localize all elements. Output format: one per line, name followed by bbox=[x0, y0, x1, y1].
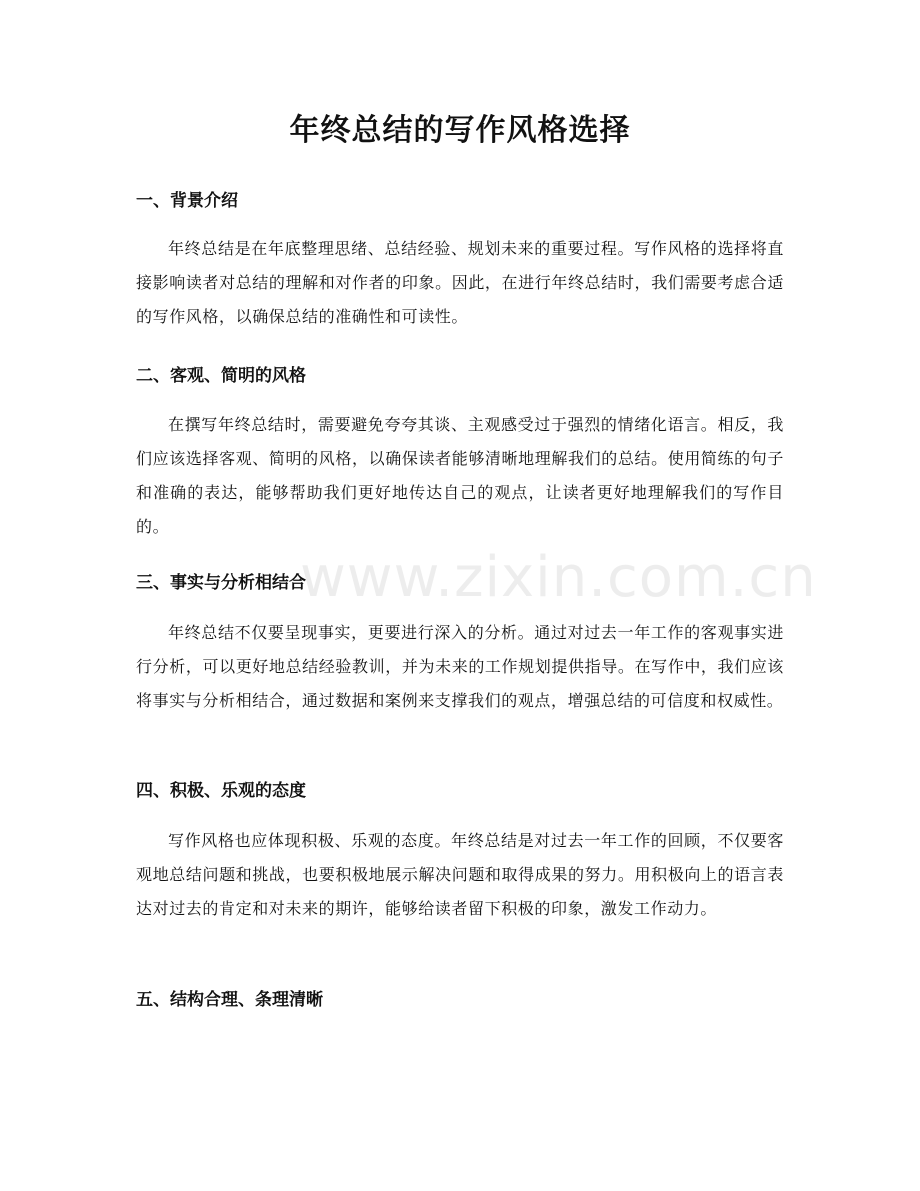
section-heading-positive-attitude: 四、积极、乐观的态度 bbox=[136, 781, 306, 801]
section-paragraph-objective-style: 在撰写年终总结时，需要避免夸夸其谈、主观感受过于强烈的情绪化语言。相反，我们应该选择客观、简明的风格，以确保读者能够清晰地理解我们的总结。使用简练的句子和准确的表达，能够帮助我们更好地传达自己的观点，让读者更好地理解我们的写作目的。 bbox=[136, 415, 784, 536]
section-heading-facts-analysis: 三、事实与分析相结合 bbox=[136, 573, 306, 593]
section-paragraph-facts-analysis: 年终总结不仅要呈现事实，更要进行深入的分析。通过对过去一年工作的客观事实进行分析，可以更好地总结经验教训，并为未来的工作规划提供指导。在写作中，我们应该将事实与分析相结合，通过数据和案例来支撑我们的观点，增强总结的可信度和权威性。 bbox=[136, 623, 784, 710]
document-title: 年终总结的写作风格选择 bbox=[289, 113, 631, 148]
section-paragraph-positive-attitude: 写作风格也应体现积极、乐观的态度。年终总结是对过去一年工作的回顾，不仅要客观地总结问题和挑战，也要积极地展示解决问题和取得成果的努力。用积极向上的语言表达对过去的肯定和对未来的期许，能够给读者留下积极的印象，激发工作动力。 bbox=[136, 831, 784, 918]
section-heading-structure: 五、结构合理、条理清晰 bbox=[136, 990, 323, 1010]
section-heading-background: 一、背景介绍 bbox=[136, 191, 238, 211]
section-heading-objective-style: 二、客观、简明的风格 bbox=[136, 366, 306, 386]
watermark: www.zixin.com.cn bbox=[300, 545, 817, 610]
section-paragraph-background: 年终总结是在年底整理思绪、总结经验、规划未来的重要过程。写作风格的选择将直接影响读者对总结的理解和对作者的印象。因此，在进行年终总结时，我们需要考虑合适的写作风格，以确保总结的准确性和可读性。 bbox=[136, 239, 784, 326]
